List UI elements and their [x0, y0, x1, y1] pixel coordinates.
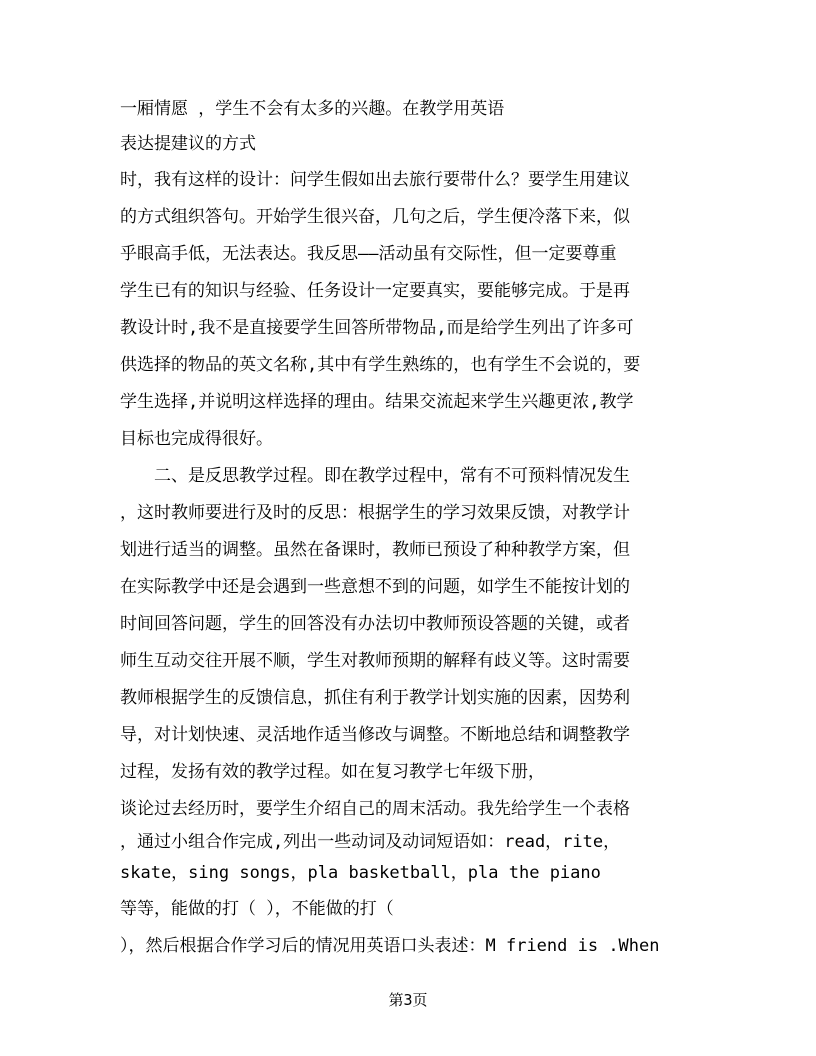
text-line: 时，我有这样的设计：问学生假如出去旅行要带什么？要学生用建议 [120, 170, 630, 190]
text-line: 的方式组织答句。开始学生很兴奋，几句之后，学生便冷落下来，似 [120, 207, 630, 227]
text-line: ），然后根据合作学习后的情况用英语口头表述：M friend is .When [120, 936, 660, 956]
text-line: 学生已有的知识与经验、任务设计一定要真实，要能够完成。于是再 [120, 281, 630, 301]
text-line: 教师根据学生的反馈信息，抓住有利于教学计划实施的因素，因势利 [120, 688, 630, 708]
text-line: 二、是反思教学过程。即在教学过程中，常有不可预料情况发生 [120, 466, 630, 486]
text-line: skate，sing songs，pla basketball，pla the piano [120, 863, 601, 883]
text-line: 教设计时,我不是直接要学生回答所带物品,而是给学生列出了许多可 [120, 318, 634, 338]
text-line: 乎眼高手低，无法表达。我反思——活动虽有交际性，但一定要尊重 [120, 244, 617, 264]
text-line: 等等，能做的打（ ），不能做的打（ [120, 899, 394, 919]
text-line: 师生互动交往开展不顺，学生对教师预期的解释有歧义等。这时需要 [120, 651, 630, 671]
text-line: 过程，发扬有效的教学过程。如在复习教学七年级下册， [120, 762, 545, 782]
text-line: ，通过小组合作完成,列出一些动词及动词短语如：read，rite， [120, 832, 621, 852]
text-line: 谈论过去经历时，要学生介绍自己的周末活动。我先给学生一个表格 [120, 799, 630, 819]
text-line: 表达提建议的方式 [120, 134, 256, 154]
text-line: 在实际教学中还是会遇到一些意想不到的问题，如学生不能按计划的 [120, 577, 630, 597]
text-line: 时间回答问题，学生的回答没有办法切中教师预设答题的关键，或者 [120, 614, 630, 634]
text-line: 目标也完成得很好。 [120, 429, 273, 449]
page-number: 第3页 [388, 991, 428, 1009]
text-line: 一厢情愿 ，学生不会有太多的兴趣。在教学用英语 [120, 99, 505, 119]
text-line: 学生选择,并说明这样选择的理由。结果交流起来学生兴趣更浓,教学 [120, 392, 634, 412]
text-line: ，这时教师要进行及时的反思：根据学生的学习效果反馈，对教学计 [120, 503, 630, 523]
text-line: 供选择的物品的英文名称,其中有学生熟练的，也有学生不会说的，要 [120, 355, 641, 375]
text-line: 划进行适当的调整。虽然在备课时，教师已预设了种种教学方案，但 [120, 540, 630, 560]
text-line: 导，对计划快速、灵活地作适当修改与调整。不断地总结和调整教学 [120, 725, 630, 745]
